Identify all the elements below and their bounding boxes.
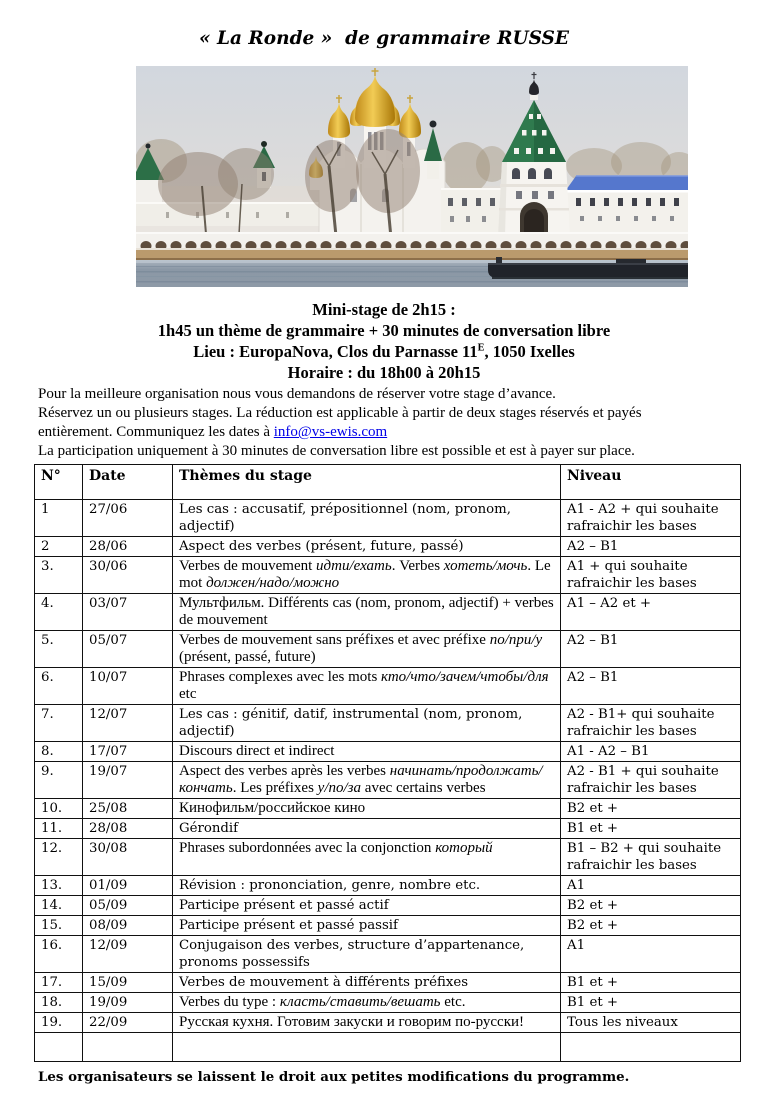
niveau-cell: Tous les niveaux <box>561 1013 741 1033</box>
text-segment: , 1050 Ixelles <box>484 342 575 361</box>
date-cell: 12/07 <box>83 705 173 742</box>
column-header: Date <box>83 465 173 500</box>
text-segment: Réservez un ou plusieurs stages. La réduction est applicable à partir de deux stages réservés et payés <box>38 405 642 421</box>
row-number-cell: 4. <box>35 594 83 631</box>
row-number-cell: 19. <box>35 1013 83 1033</box>
date-cell: 12/09 <box>83 936 173 973</box>
row-number-cell: 10. <box>35 799 83 819</box>
text-segment: Discours direct et indirect <box>179 743 335 759</box>
date-cell: 17/07 <box>83 742 173 762</box>
text-segment: entièrement. Communiquez les dates à <box>38 424 274 440</box>
theme-cell <box>173 819 561 839</box>
table-row <box>35 557 741 594</box>
table-row <box>35 1013 741 1033</box>
theme-cell <box>173 839 561 876</box>
column-header: Thèmes du stage <box>173 465 561 500</box>
text-segment: Phrases complexes avec les mots <box>179 669 382 685</box>
table-row <box>35 876 741 896</box>
row-number-cell: 2 <box>35 537 83 557</box>
intro-line <box>0 299 768 320</box>
table-row <box>35 631 741 668</box>
niveau-cell: A1 <box>561 876 741 896</box>
intro-line <box>0 320 768 341</box>
theme-cell <box>173 896 561 916</box>
row-number-cell: 9. <box>35 762 83 799</box>
row-number-cell: 12. <box>35 839 83 876</box>
theme-cell <box>173 973 561 993</box>
superscript-text: E <box>477 342 485 354</box>
text-segment: . Les préfixes <box>232 780 318 796</box>
text-segment: Mini-stage de 2h15 : <box>312 300 456 319</box>
niveau-cell: A2 - B1 + qui souhaite rafraichir les bases <box>561 762 741 799</box>
niveau-cell: A1 + qui souhaite rafraichir les bases <box>561 557 741 594</box>
table-row <box>35 916 741 936</box>
intro-line <box>0 341 768 362</box>
niveau-cell: B1 – B2 + qui souhaite rafraichir les bases <box>561 839 741 876</box>
column-header: N° <box>35 465 83 500</box>
text-segment: начинать/продолжать/кончать <box>179 763 543 796</box>
column-header: Niveau <box>561 465 741 500</box>
page-title: « La Ronde » de grammaire RUSSE <box>198 28 570 49</box>
text-segment: Lieu : EuropaNova, Clos du Parnasse 11 <box>193 342 478 361</box>
table-row <box>35 500 741 537</box>
text-segment: (présent, passé, future) <box>179 649 316 665</box>
document-page <box>0 28 768 1110</box>
text-segment: Phrases subordonnées avec la conjonction <box>179 840 436 856</box>
text-segment: Мультфильм. Différents cas (nom, pronom, adjectif) + verbes de mouvement <box>179 595 554 628</box>
row-number-cell: 11. <box>35 819 83 839</box>
date-cell: 30/06 <box>83 557 173 594</box>
stage-table-body <box>35 500 741 1062</box>
table-row <box>35 973 741 993</box>
text-segment: Verbes du type : <box>179 994 280 1010</box>
text-segment: . Verbes <box>391 558 444 574</box>
niveau-cell: B1 et + <box>561 973 741 993</box>
row-number-cell: 18. <box>35 993 83 1013</box>
text-segment: Русская кухня. Готовим закуски и говорим по-русски! <box>179 1014 525 1030</box>
niveau-cell: A1 - A2 + qui souhaite rafraichir les bases <box>561 500 741 537</box>
theme-cell <box>173 762 561 799</box>
text-segment: avec certains verbes <box>361 780 486 796</box>
paragraph-line <box>38 385 738 404</box>
date-cell: 01/09 <box>83 876 173 896</box>
text-segment: по/при/у <box>489 632 543 648</box>
text-segment: etc. <box>440 994 466 1010</box>
text-segment: Participe présent et passé actif <box>179 898 389 913</box>
row-number-cell: 8. <box>35 742 83 762</box>
date-cell: 28/06 <box>83 537 173 557</box>
theme-cell <box>173 936 561 973</box>
theme-cell <box>173 1013 561 1033</box>
row-number-cell: 5. <box>35 631 83 668</box>
theme-cell <box>173 916 561 936</box>
theme-cell <box>173 594 561 631</box>
table-header-row <box>35 465 741 500</box>
text-segment: класть/ставить/вешать <box>279 994 441 1010</box>
text-segment: который <box>435 840 493 856</box>
text-segment: Conjugaison des verbes, structure d’appartenance, pronoms possessifs <box>179 938 525 970</box>
table-row <box>35 705 741 742</box>
empty-cell <box>173 1033 561 1062</box>
text-segment: Кинофильм/российское кино <box>179 800 366 816</box>
theme-cell <box>173 876 561 896</box>
date-cell: 08/09 <box>83 916 173 936</box>
row-number-cell: 15. <box>35 916 83 936</box>
niveau-cell: B1 et + <box>561 993 741 1013</box>
date-cell: 30/08 <box>83 839 173 876</box>
text-segment: 1h45 un thème de grammaire + 30 minutes de conversation libre <box>157 321 611 340</box>
theme-cell <box>173 631 561 668</box>
niveau-cell: A2 – B1 <box>561 668 741 705</box>
empty-table-row <box>35 1033 741 1062</box>
date-cell: 27/06 <box>83 500 173 537</box>
email-link[interactable]: info@vs-ewis.com <box>273 424 388 440</box>
text-segment: идти/ехать <box>316 558 392 574</box>
table-row <box>35 742 741 762</box>
row-number-cell: 13. <box>35 876 83 896</box>
text-segment: . Le mot <box>179 558 551 591</box>
table-row <box>35 668 741 705</box>
text-segment: Participe présent et passé passif <box>179 918 398 933</box>
table-row <box>35 839 741 876</box>
row-number-cell: 16. <box>35 936 83 973</box>
text-segment: хотеть/мочь <box>443 558 528 574</box>
row-number-cell: 3. <box>35 557 83 594</box>
date-cell: 03/07 <box>83 594 173 631</box>
niveau-cell: A1 – A2 et + <box>561 594 741 631</box>
theme-cell <box>173 742 561 762</box>
niveau-cell: A2 – B1 <box>561 537 741 557</box>
date-cell: 05/09 <box>83 896 173 916</box>
table-row <box>35 762 741 799</box>
empty-cell <box>83 1033 173 1062</box>
niveau-cell: B2 et + <box>561 916 741 936</box>
text-segment: у/по/за <box>317 780 362 796</box>
footer-note: Les organisateurs se laissent le droit aux petites modifications du programme. <box>38 1069 630 1085</box>
table-row <box>35 993 741 1013</box>
niveau-cell: B2 et + <box>561 896 741 916</box>
row-number-cell: 6. <box>35 668 83 705</box>
date-cell: 10/07 <box>83 668 173 705</box>
intro-line <box>0 362 768 383</box>
paragraph-line <box>38 442 738 461</box>
row-number-cell: 1 <box>35 500 83 537</box>
empty-cell <box>35 1033 83 1062</box>
text-segment: Verbes de mouvement <box>179 558 317 574</box>
table-row <box>35 537 741 557</box>
text-segment: Aspect des verbes après les verbes <box>179 763 390 779</box>
theme-cell <box>173 705 561 742</box>
info-paragraph <box>38 385 738 461</box>
table-row <box>35 594 741 631</box>
theme-cell <box>173 993 561 1013</box>
text-segment: La participation uniquement à 30 minutes de conversation libre est possible et est à payer sur place. <box>38 443 635 459</box>
date-cell: 19/09 <box>83 993 173 1013</box>
text-segment: Révision : prononciation, genre, nombre etc. <box>179 878 481 893</box>
niveau-cell: A1 <box>561 936 741 973</box>
date-cell: 25/08 <box>83 799 173 819</box>
theme-cell <box>173 799 561 819</box>
text-segment: должен/надо/можно <box>206 575 340 591</box>
theme-cell <box>173 500 561 537</box>
date-cell: 22/09 <box>83 1013 173 1033</box>
date-cell: 05/07 <box>83 631 173 668</box>
text-segment: Pour la meilleure organisation nous vous demandons de réserver votre stage d’avance. <box>38 386 556 402</box>
intro-block <box>0 299 768 383</box>
date-cell: 28/08 <box>83 819 173 839</box>
paragraph-line <box>38 404 738 423</box>
table-row <box>35 799 741 819</box>
empty-cell <box>561 1033 741 1062</box>
text-segment: кто/что/зачем/чтобы/для <box>381 669 549 685</box>
row-number-cell: 14. <box>35 896 83 916</box>
niveau-cell: B1 et + <box>561 819 741 839</box>
paragraph-line <box>38 423 738 442</box>
table-row <box>35 819 741 839</box>
text-segment: Les cas : accusatif, prépositionnel (nom, pronom, adjectif) <box>179 502 512 534</box>
theme-cell <box>173 668 561 705</box>
niveau-cell: B2 et + <box>561 799 741 819</box>
text-segment: Horaire : du 18h00 à 20h15 <box>287 363 481 382</box>
row-number-cell: 7. <box>35 705 83 742</box>
text-segment: Aspect des verbes (présent, future, passé) <box>179 539 464 554</box>
table-row <box>35 936 741 973</box>
date-cell: 15/09 <box>83 973 173 993</box>
text-segment: Les cas : génitif, datif, instrumental (nom, pronom, adjectif) <box>179 707 523 739</box>
text-segment: Verbes de mouvement à différents préfixes <box>179 975 469 990</box>
table-row <box>35 896 741 916</box>
stage-table <box>34 464 741 1062</box>
niveau-cell: A1 - A2 – B1 <box>561 742 741 762</box>
date-cell: 19/07 <box>83 762 173 799</box>
text-segment: etc <box>179 686 197 702</box>
niveau-cell: A2 – B1 <box>561 631 741 668</box>
theme-cell <box>173 537 561 557</box>
text-segment: Gérondif <box>179 821 239 836</box>
row-number-cell: 17. <box>35 973 83 993</box>
monastery-photo <box>136 66 688 287</box>
niveau-cell: A2 - B1+ qui souhaite rafraichir les bases <box>561 705 741 742</box>
theme-cell <box>173 557 561 594</box>
text-segment: Verbes de mouvement sans préfixes et avec préfixe <box>179 632 490 648</box>
